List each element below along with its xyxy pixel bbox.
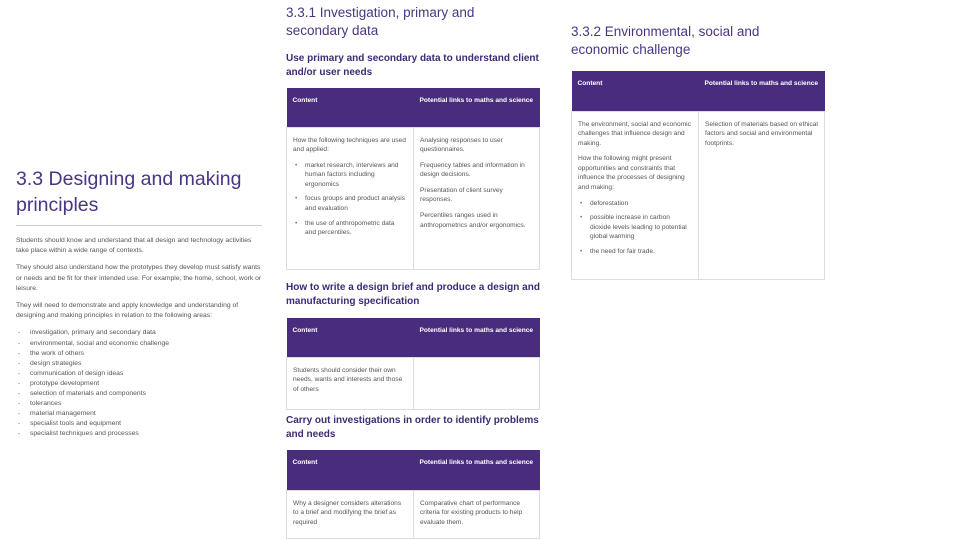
header-links: Potential links to maths and science <box>414 450 540 490</box>
environmental-title-line-1: 3.3.2 Environmental, social and <box>571 24 760 39</box>
list-item: - material management <box>16 409 262 419</box>
content-cell <box>572 111 699 279</box>
header-content: Content <box>572 71 699 111</box>
header-content: Content <box>287 88 414 127</box>
intro-paragraph-2: They should also understand how the prototypes they develop must satisfy wants or needs and be fit for their intended use. For example, the home, school, work or leisure. <box>16 264 262 292</box>
block3-subtitle <box>286 414 544 442</box>
link-item: Frequency tables and information in design decisions. <box>420 161 525 179</box>
content-cell <box>287 127 414 269</box>
investigation-title <box>286 4 546 39</box>
section-title-line-2: principles <box>16 194 99 216</box>
list-item: - the work of others <box>16 349 262 359</box>
environmental-title-line-2: economic challenge <box>571 41 691 57</box>
links-cell: Comparative chart of performance criteria for existing products to help evaluate them. <box>414 490 540 538</box>
list-item: • the use of anthropometric data and percentiles. <box>293 219 407 238</box>
section-title <box>16 166 262 218</box>
link-item: Presentation of client survey responses. <box>420 186 503 204</box>
list-item: - investigation, primary and secondary data <box>16 328 262 338</box>
intro-paragraph-3: They will need to demonstrate and apply knowledge and understanding of designing and making principles in relation to the following areas: <box>16 302 239 320</box>
block1-subtitle-text: Use primary and secondary data to understand client and/or user needs <box>286 53 539 78</box>
link-item: Percentiles ranges used in anthropometrics and/or ergonomics. <box>420 212 526 229</box>
block2-subtitle <box>286 281 544 309</box>
table-header-row <box>287 450 540 490</box>
block3-subtitle-text: Carry out investigations in order to identify problems and needs <box>286 415 539 440</box>
header-content: Content <box>287 450 414 490</box>
content-list <box>578 199 692 257</box>
header-links: Potential links to maths and science <box>699 71 825 111</box>
block2-subtitle-text: How to write a design brief and produce a design and manufacturing specification <box>286 282 540 307</box>
areas-list <box>16 328 262 439</box>
list-item: • deforestation <box>578 199 692 209</box>
content-paragraph-2: How the following might present opportunities and constraints that influence the processes of designing and making: <box>578 155 685 192</box>
designing-making-principles-section <box>16 166 262 439</box>
link-item: Analysing responses to user questionnaires. <box>420 136 503 154</box>
list-item: - specialist techniques and processes <box>16 429 262 439</box>
section-title-line-1: 3.3 Designing and making <box>16 168 242 190</box>
list-item: - design strategies <box>16 359 262 369</box>
investigation-title-line-2: secondary data <box>286 22 379 38</box>
list-item: • market research, interviews and human factors including ergonomics <box>293 161 407 190</box>
table-row <box>572 111 825 279</box>
table-header-row <box>287 88 540 127</box>
links-cell <box>414 127 540 269</box>
list-item: - selection of materials and components <box>16 389 262 399</box>
list-item: - communication of design ideas <box>16 369 262 379</box>
list-item: - tolerances <box>16 399 262 409</box>
table-header-row <box>572 71 825 111</box>
environmental-section-header <box>571 23 821 58</box>
table-header-row <box>287 318 540 357</box>
content-cell: Students should consider their own needs, wants and interests and those of others <box>287 357 414 409</box>
header-links: Potential links to maths and science <box>414 318 540 357</box>
content-list <box>293 161 407 238</box>
list-item: • possible increase in carbon dioxide levels leading to potential global warming <box>578 213 692 242</box>
content-paragraph-1: The environment, social and economic challenges that influence design and making. <box>578 120 691 147</box>
list-item: • the need for fair trade. <box>578 247 692 257</box>
intro-paragraph-1: Students should know and understand that all design and technology activities take place within a wide range of contexts. <box>16 237 252 255</box>
block2-table <box>286 318 540 410</box>
environmental-title <box>571 23 821 58</box>
links-cell: Selection of materials based on ethical factors and social and environmental footprints. <box>699 111 825 279</box>
list-item: • focus groups and product analysis and evaluation <box>293 194 407 213</box>
environmental-table <box>571 71 825 280</box>
content-intro: How the following techniques are used and applied: <box>293 136 406 154</box>
block1-subtitle <box>286 52 544 80</box>
investigation-section-header <box>286 4 546 39</box>
title-divider <box>16 225 262 226</box>
table-row <box>287 490 540 538</box>
list-item: - specialist tools and equipment <box>16 419 262 429</box>
table-row <box>287 127 540 269</box>
header-links: Potential links to maths and science <box>414 88 540 127</box>
list-item: - environmental, social and economic challenge <box>16 339 262 349</box>
list-item: - prototype development <box>16 379 262 389</box>
table-row <box>287 357 540 409</box>
investigation-title-line-1: 3.3.1 Investigation, primary and <box>286 5 475 20</box>
header-content: Content <box>287 318 414 357</box>
links-cell <box>414 357 540 409</box>
content-cell: Why a designer considers alterations to a brief and modifying the brief as required <box>287 490 414 538</box>
block1-table <box>286 88 540 270</box>
block3-table <box>286 450 540 539</box>
